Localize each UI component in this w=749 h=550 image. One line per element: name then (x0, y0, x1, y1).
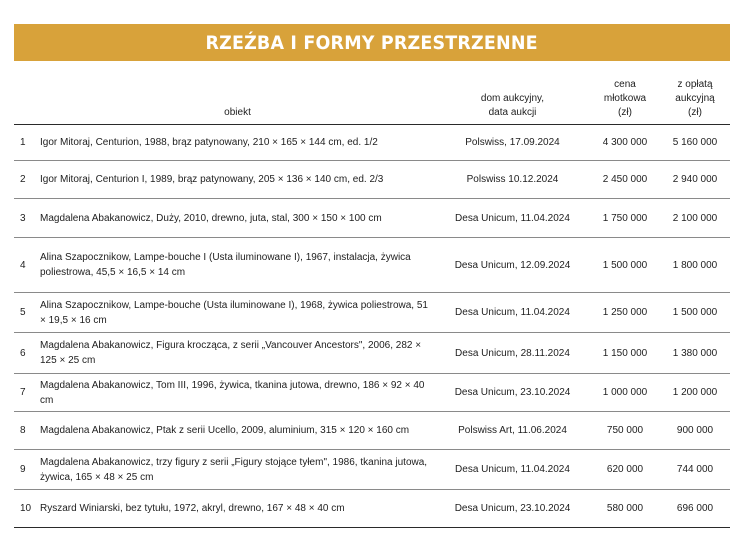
row-number: 4 (14, 238, 40, 293)
row-number: 5 (14, 293, 40, 333)
row-auction-house: Desa Unicum, 11.04.2024 (435, 450, 590, 490)
row-auction-house: Polswiss, 17.09.2024 (435, 125, 590, 161)
row-auction-house: Desa Unicum, 12.09.2024 (435, 238, 590, 293)
table-row (14, 199, 730, 238)
row-hammer-price: 620 000 (590, 450, 660, 490)
row-auction-house: Desa Unicum, 23.10.2024 (435, 490, 590, 528)
row-object: Igor Mitoraj, Centurion, 1988, brąz patynowany, 210 × 165 × 144 cm, ed. 1/2 (40, 125, 435, 161)
row-object: Magdalena Abakanowicz, Figura krocząca, z serii „Vancouver Ancestors", 2006, 282 × 125 × 25 cm (40, 333, 435, 374)
row-hammer-price: 4 300 000 (590, 125, 660, 161)
row-auction-house: Polswiss Art, 11.06.2024 (435, 412, 590, 450)
row-object: Magdalena Abakanowicz, trzy figury z serii „Figury stojące tyłem", 1986, tkanina jutowa, żywica, 165 × 48 × 25 cm (40, 450, 435, 490)
table-row (14, 412, 730, 450)
row-price-with-fee: 1 200 000 (660, 374, 730, 412)
row-hammer-price: 1 000 000 (590, 374, 660, 412)
row-price-with-fee: 2 100 000 (660, 199, 730, 238)
row-auction-house: Desa Unicum, 11.04.2024 (435, 293, 590, 333)
row-auction-house: Desa Unicum, 11.04.2024 (435, 199, 590, 238)
row-object: Ryszard Winiarski, bez tytułu, 1972, akryl, drewno, 167 × 48 × 40 cm (40, 490, 435, 528)
row-hammer-price: 1 750 000 (590, 199, 660, 238)
row-price-with-fee: 1 800 000 (660, 238, 730, 293)
row-hammer-price: 1 250 000 (590, 293, 660, 333)
row-number: 6 (14, 333, 40, 374)
header-price-with-fee: z opłatą aukcyjną (zł) (660, 70, 730, 125)
page-title: RZEŹBA I FORMY PRZESTRZENNE (205, 31, 539, 54)
table-header-row (14, 70, 730, 125)
row-number: 9 (14, 450, 40, 490)
row-hammer-price: 580 000 (590, 490, 660, 528)
row-auction-house: Desa Unicum, 28.11.2024 (435, 333, 590, 374)
row-price-with-fee: 1 500 000 (660, 293, 730, 333)
row-object: Alina Szapocznikow, Lampe-bouche (Usta iluminowane I), 1968, żywica poliestrowa, 51 × 19,5 × 16 cm (40, 293, 435, 333)
row-auction-house: Polswiss 10.12.2024 (435, 161, 590, 199)
table-row (14, 374, 730, 412)
table-row (14, 450, 730, 490)
row-number: 8 (14, 412, 40, 450)
row-object: Magdalena Abakanowicz, Ptak z serii Ucello, 2009, aluminium, 315 × 120 × 160 cm (40, 412, 435, 450)
table-row (14, 490, 730, 528)
title-banner (14, 24, 730, 61)
row-number: 7 (14, 374, 40, 412)
row-hammer-price: 1 500 000 (590, 238, 660, 293)
row-price-with-fee: 744 000 (660, 450, 730, 490)
table-row (14, 161, 730, 199)
row-object: Alina Szapocznikow, Lampe-bouche I (Usta iluminowane I), 1967, instalacja, żywica poliestrowa, 45,5 × 16,5 × 14 cm (40, 238, 435, 293)
header-number (14, 70, 40, 125)
table-row (14, 293, 730, 333)
row-price-with-fee: 900 000 (660, 412, 730, 450)
row-object: Magdalena Abakanowicz, Tom III, 1996, żywica, tkanina jutowa, drewno, 186 × 92 × 40 cm (40, 374, 435, 412)
row-hammer-price: 1 150 000 (590, 333, 660, 374)
table-row (14, 238, 730, 293)
row-object: Magdalena Abakanowicz, Duży, 2010, drewno, juta, stal, 300 × 150 × 100 cm (40, 199, 435, 238)
row-number: 1 (14, 125, 40, 161)
row-auction-house: Desa Unicum, 23.10.2024 (435, 374, 590, 412)
header-object: obiekt (40, 70, 435, 125)
header-hammer-price: cena młotkowa (zł) (590, 70, 660, 125)
header-auction-house: dom aukcyjny, data aukcji (435, 70, 590, 125)
row-price-with-fee: 5 160 000 (660, 125, 730, 161)
row-price-with-fee: 1 380 000 (660, 333, 730, 374)
row-price-with-fee: 696 000 (660, 490, 730, 528)
row-number: 10 (14, 490, 40, 528)
row-number: 3 (14, 199, 40, 238)
auction-results-table (14, 70, 730, 528)
table-row (14, 333, 730, 374)
row-price-with-fee: 2 940 000 (660, 161, 730, 199)
row-hammer-price: 2 450 000 (590, 161, 660, 199)
row-hammer-price: 750 000 (590, 412, 660, 450)
row-object: Igor Mitoraj, Centurion I, 1989, brąz patynowany, 205 × 136 × 140 cm, ed. 2/3 (40, 161, 435, 199)
row-number: 2 (14, 161, 40, 199)
table-row (14, 125, 730, 161)
